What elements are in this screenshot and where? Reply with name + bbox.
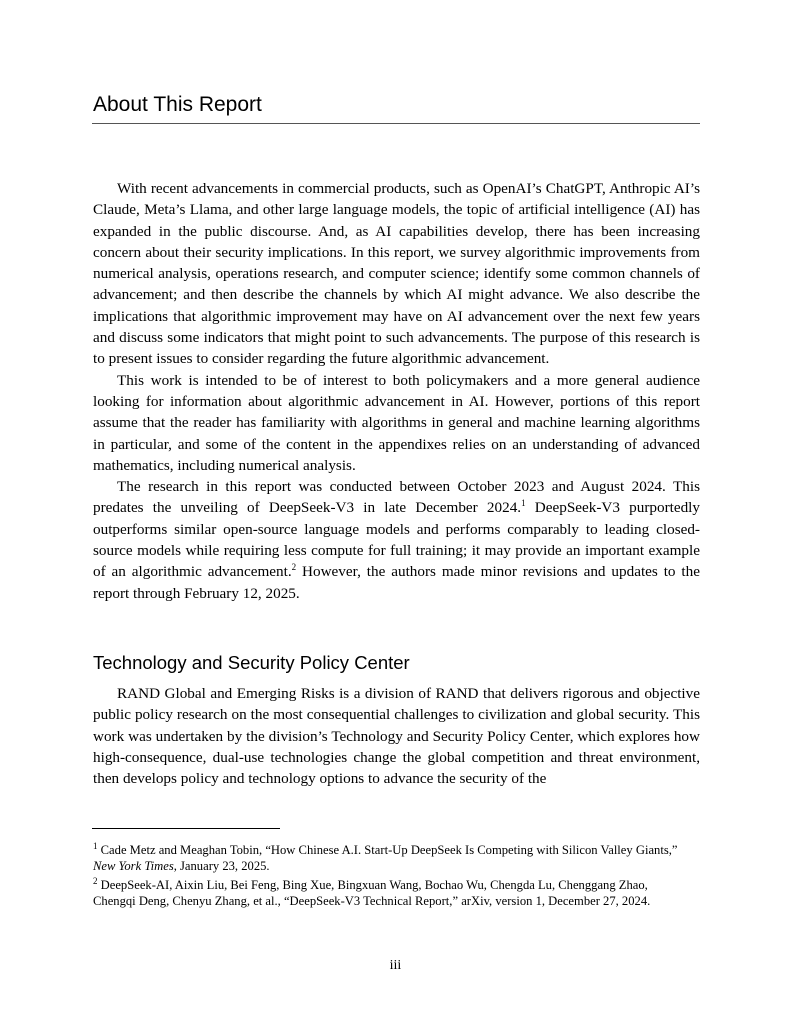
title-rule bbox=[92, 123, 700, 124]
footnote-2-text: DeepSeek-AI, Aixin Liu, Bei Feng, Bing Xue, Bingxuan Wang, Bochao Wu, Chengda Lu, Chenggang Zhao, Chengqi Deng, Chenyu Zhang, et al., “DeepSeek-V3 Technical Report,” arXiv, version 1, December 27, 2024. bbox=[93, 878, 651, 908]
paragraph-timeline bbox=[93, 476, 700, 604]
footnotes bbox=[93, 842, 693, 912]
paragraph-timeline-part1: The research in this report was conducted between October 2023 and August 2024. This predates the unveiling of DeepSeek-V3 in late December 2024. bbox=[93, 478, 700, 517]
section-heading-tspc: Technology and Security Policy Center bbox=[93, 652, 410, 673]
footnote-1-text-after: , January 23, 2025. bbox=[173, 859, 270, 873]
page-title: About This Report bbox=[93, 93, 262, 116]
page-number: iii bbox=[389, 958, 402, 973]
footnote-2 bbox=[93, 877, 693, 909]
paragraph-timeline-part3: However, the authors made minor revisions and updates to the report through February 12, 2025. bbox=[93, 563, 700, 602]
footnote-1-source: New York Times bbox=[93, 859, 174, 873]
footnote-1-number: 1 bbox=[93, 841, 98, 851]
footnote-ref-1[interactable]: 1 bbox=[521, 498, 526, 509]
paragraph-timeline-part2: DeepSeek-V3 purportedly outperforms similar open-source language models and performs comparably to leading closed-source models while requiring less compute for full training; it may provide an important example of an algorithmic advancement. bbox=[93, 499, 700, 581]
paragraph-intro: With recent advancements in commercial products, such as OpenAI’s ChatGPT, Anthropic AI’s Claude, Meta’s Llama, and other large language models, the topic of artificial intelligence (AI) has expanded in the public discourse. And, as AI capabilities develop, there has been increasing concern about their security implications. In this report, we survey algorithmic improvements from numerical analysis, operations research, and computer science; identify some common channels of advancement; and then describe the channels by which AI might advance. We also describe the implications that algorithmic improvement may have on AI advancement over the next few years and discuss some indicators that might point to such advancements. The purpose of this research is to present issues to consider regarding the future algorithmic advancement. bbox=[93, 180, 700, 368]
footnote-separator bbox=[92, 828, 280, 829]
footnote-1 bbox=[93, 842, 693, 874]
paragraph-audience: This work is intended to be of interest to both policymakers and a more general audience looking for information about algorithmic advancement in AI. However, portions of this report assume that the reader has familiarity with algorithms in general and machine learning algorithms in particular, and some of the content in the appendixes relies on an understanding of advanced mathematics, including numerical analysis. bbox=[93, 371, 700, 474]
about-section-body bbox=[93, 178, 700, 604]
footnote-ref-2[interactable]: 2 bbox=[291, 562, 297, 573]
paragraph-rand: RAND Global and Emerging Risks is a division of RAND that delivers rigorous and objective public policy research on the most consequential challenges to civilization and global security. This work was undertaken by the division’s Technology and Security Policy Center, which explores how high-consequence, dual-use technologies change the global competition and threat environment, then develops policy and technology options to advance the security of the bbox=[93, 685, 700, 788]
tspc-section-body bbox=[93, 683, 700, 789]
footnote-1-text: Cade Metz and Meaghan Tobin, “How Chinese A.I. Start-Up DeepSeek Is Competing with Silicon Valley Giants,” bbox=[100, 843, 678, 857]
footnote-2-number: 2 bbox=[93, 876, 98, 886]
